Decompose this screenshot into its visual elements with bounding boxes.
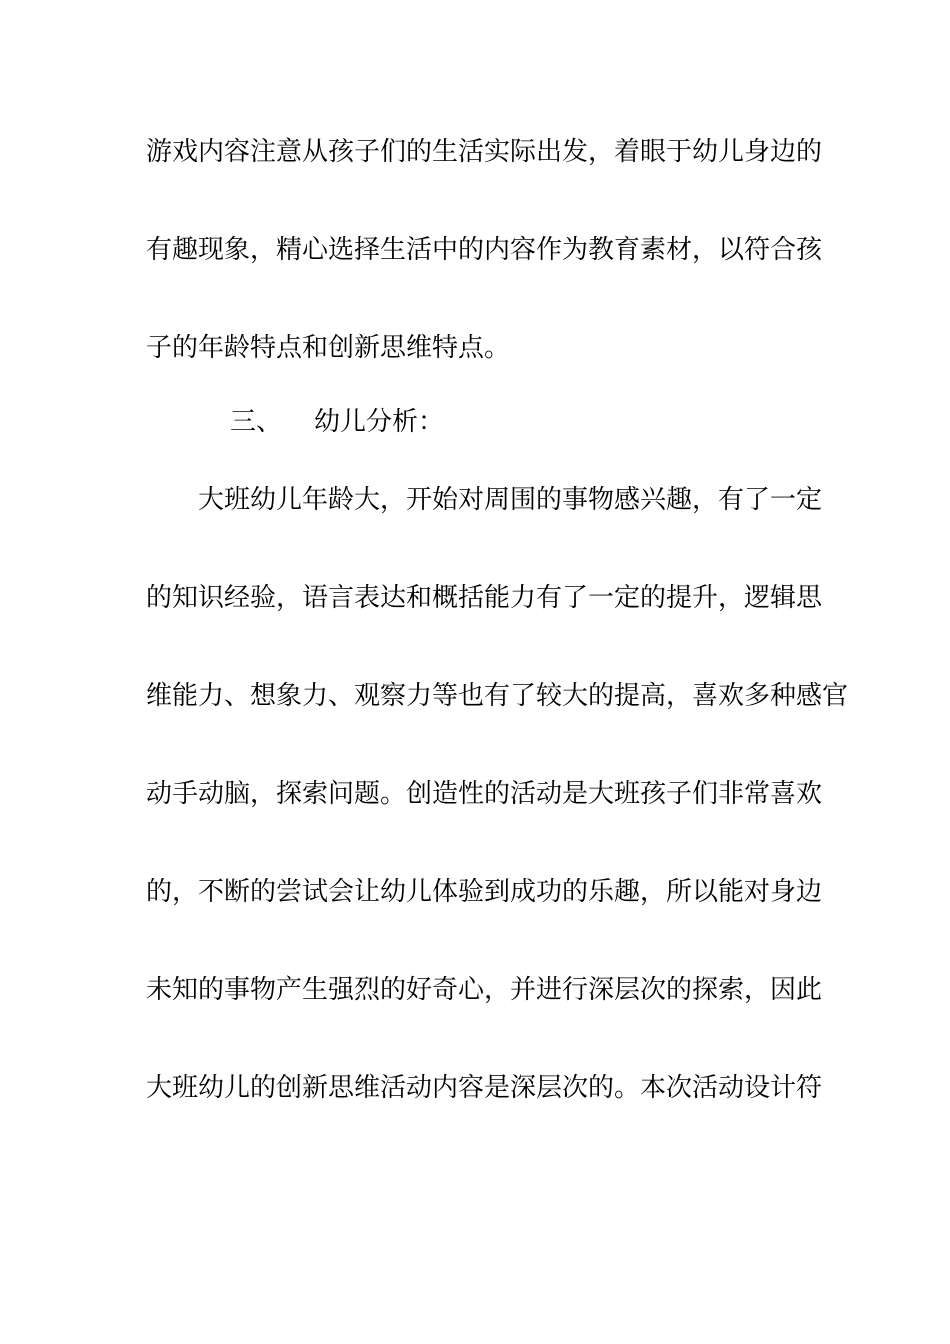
- section-number: 三、: [230, 407, 283, 437]
- paragraph-2-line-5: 的，不断的尝试会让幼儿体验到成功的乐趣，所以能对身边: [146, 877, 823, 907]
- paragraph-2-line-3: 维能力、想象力、观察力等也有了较大的提高，喜欢多种感官: [146, 681, 849, 711]
- paragraph-2-line-4: 动手动脑，探索问题。创造性的活动是大班孩子们非常喜欢: [146, 779, 823, 809]
- paragraph-2-line-7: 大班幼儿的创新思维活动内容是深层次的。本次活动设计符: [146, 1073, 823, 1103]
- paragraph-2-line-6: 未知的事物产生强烈的好奇心，并进行深层次的探索，因此: [146, 975, 823, 1005]
- paragraph-1-line-2: 有趣现象，精心选择生活中的内容作为教育素材，以符合孩: [146, 235, 823, 265]
- paragraph-1-line-3: 子的年龄特点和创新思维特点。: [146, 333, 511, 363]
- paragraph-2-line-1: 大班幼儿年龄大，开始对周围的事物感兴趣，有了一定: [198, 485, 823, 515]
- section-title: 幼儿分析：: [314, 407, 445, 437]
- paragraph-1-line-1: 游戏内容注意从孩子们的生活实际出发，着眼于幼儿身边的: [146, 137, 823, 167]
- paragraph-2-line-2: 的知识经验，语言表达和概括能力有了一定的提升，逻辑思: [146, 583, 823, 613]
